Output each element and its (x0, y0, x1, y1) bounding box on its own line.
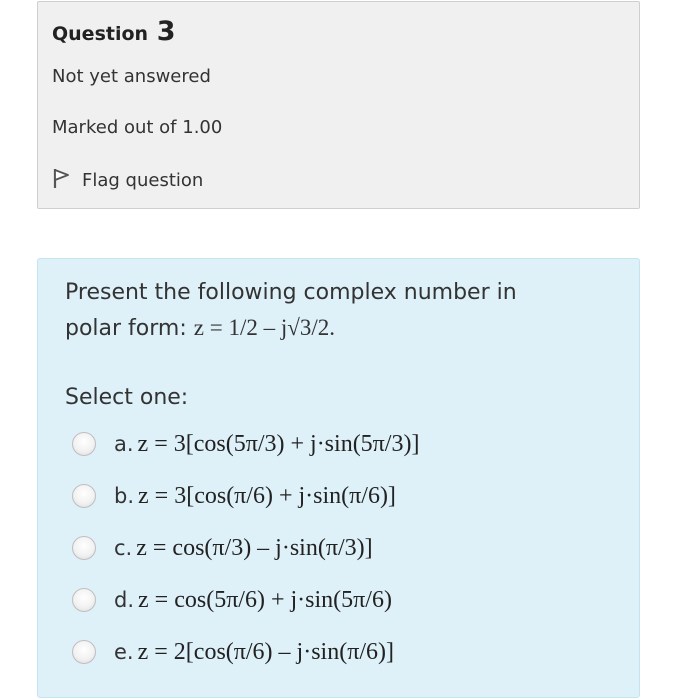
question-label: Question (52, 23, 149, 45)
answer-option-a[interactable] (72, 426, 419, 462)
option-expression-c: z = cos(π/3) – j·sin(π/3)] (136, 534, 373, 561)
radio-button-c[interactable] (72, 536, 96, 560)
question-status: Not yet answered (52, 66, 211, 87)
flag-question-link[interactable] (52, 167, 203, 194)
flag-icon (52, 167, 82, 194)
answer-option-e[interactable] (72, 634, 394, 670)
flag-question-label: Flag question (82, 170, 204, 191)
question-title (52, 16, 175, 47)
option-letter-d: d. (114, 588, 135, 612)
select-one-prompt: Select one: (65, 385, 189, 410)
question-text (65, 275, 605, 346)
option-expression-a: z = 3[cos(5π/3) + j·sin(5π/3)] (137, 430, 420, 457)
question-text-line1: Present the following complex number in (65, 280, 517, 305)
question-info-panel (37, 1, 640, 209)
question-number: 3 (156, 16, 176, 47)
option-expression-e: z = 2[cos(π/6) – j·sin(π/6)] (137, 638, 394, 665)
question-text-prefix: polar form: (65, 316, 194, 341)
radio-button-b[interactable] (72, 484, 96, 508)
question-text-line2 (65, 310, 605, 346)
radio-button-d[interactable] (72, 588, 96, 612)
option-letter-b: b. (114, 484, 135, 508)
answer-option-b[interactable] (72, 478, 396, 514)
question-expression: z = 1/2 – j√3/2. (193, 315, 335, 340)
option-letter-c: c. (114, 536, 133, 560)
question-content-panel (37, 258, 640, 698)
question-marks: Marked out of 1.00 (52, 117, 223, 138)
option-letter-e: e. (114, 640, 134, 664)
option-expression-d: z = cos(5π/6) + j·sin(5π/6) (138, 586, 392, 613)
radio-button-a[interactable] (72, 432, 96, 456)
answer-option-d[interactable] (72, 582, 392, 618)
option-expression-b: z = 3[cos(π/6) + j·sin(π/6)] (138, 482, 396, 509)
option-letter-a: a. (114, 432, 134, 456)
answer-option-c[interactable] (72, 530, 373, 566)
radio-button-e[interactable] (72, 640, 96, 664)
